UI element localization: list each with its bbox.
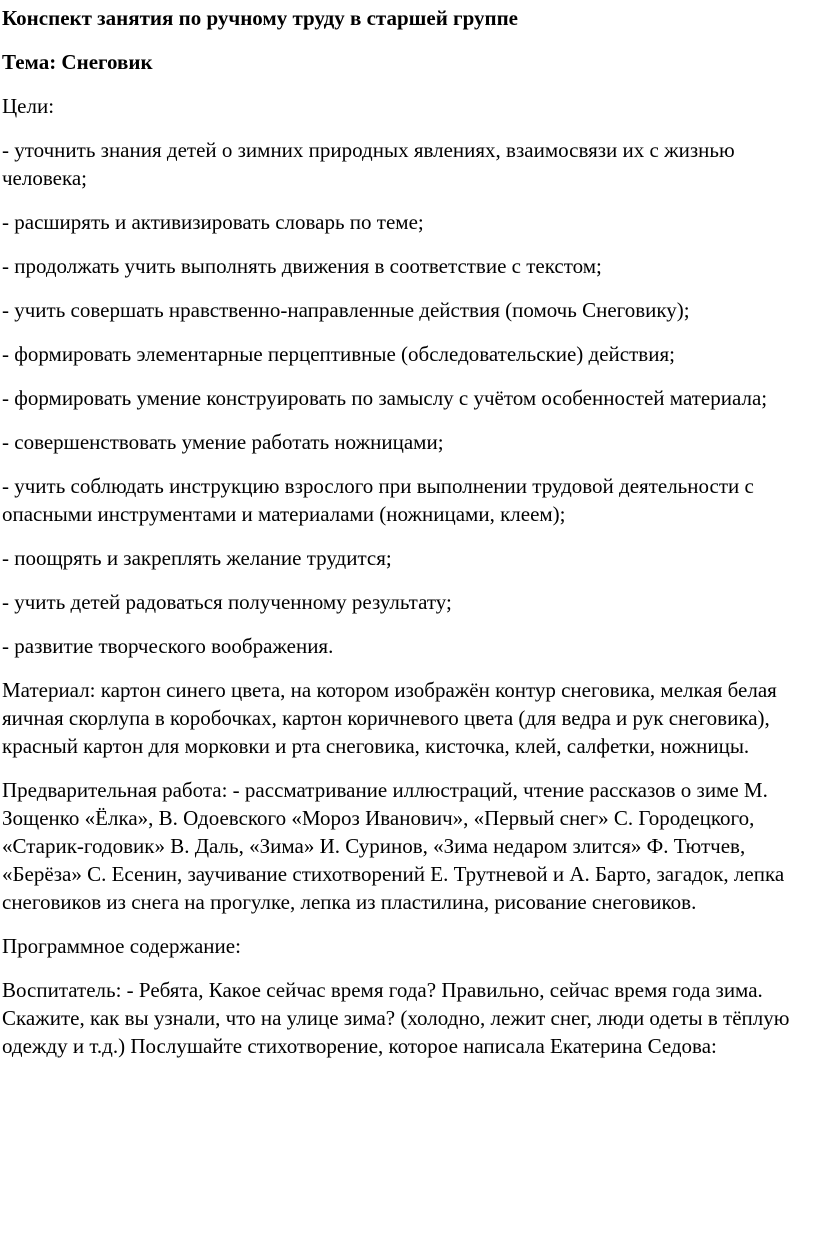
teacher-paragraph: Воспитатель: - Ребята, Какое сейчас время года? Правильно, сейчас время года зима. Скажите, как вы узнали, что на улице зима? (холодно, лежит снег, люди одеты в тёплую одежду и т.д.) Послушайте стихотворение, которое написала Екатерина Седова: xyxy=(2,978,790,1058)
goal-item: - формировать умение конструировать по замыслу с учётом особенностей материала; xyxy=(2,386,768,410)
goals-heading: Цели: xyxy=(2,94,55,118)
document-topic: Тема: Снеговик xyxy=(2,50,153,74)
program-heading: Программное содержание: xyxy=(2,934,241,958)
goal-item: - совершенствовать умение работать ножницами; xyxy=(2,430,444,454)
material-paragraph: Материал: картон синего цвета, на котором изображён контур снеговика, мелкая белая яичная скорлупа в коробочках, картон коричневого цвета (для ведра и рук снеговика), красный картон для морковки и рта снеговика, кисточка, клей, салфетки, ножницы. xyxy=(2,678,777,758)
goal-item: - поощрять и закреплять желание трудится; xyxy=(2,546,392,570)
goal-item: - формировать элементарные перцептивные (обследовательские) действия; xyxy=(2,342,675,366)
goal-item: - развитие творческого воображения. xyxy=(2,634,334,658)
goal-item: - расширять и активизировать словарь по теме; xyxy=(2,210,424,234)
document-title: Конспект занятия по ручному труду в старшей группе xyxy=(2,6,519,30)
goal-item: - учить соблюдать инструкцию взрослого при выполнении трудовой деятельности с опасными инструментами и материалами (ножницами, клеем); xyxy=(2,474,754,526)
goal-item: - учить детей радоваться полученному результату; xyxy=(2,590,452,614)
goal-item: - учить совершать нравственно-направленные действия (помочь Снеговику); xyxy=(2,298,690,322)
preliminary-work-paragraph: Предварительная работа: - рассматривание иллюстраций, чтение рассказов о зиме М. Зощенко «Ёлка», В. Одоевского «Мороз Иванович», «Первый снег» С. Городецкого, «Старик-годовик» В. Даль, «Зима» И. Суринов, «Зима недаром злится» Ф. Тютчев, «Берёза» С. Есенин, заучивание стихотворений Е. Трутневой и А. Барто, загадок, лепка снеговиков из снега на прогулке, лепка из пластилина, рисование снеговиков. xyxy=(2,778,785,914)
goal-item: - продолжать учить выполнять движения в соответствие с текстом; xyxy=(2,254,602,278)
goal-item: - уточнить знания детей о зимних природных явлениях, взаимосвязи их с жизнью человека; xyxy=(2,138,735,190)
